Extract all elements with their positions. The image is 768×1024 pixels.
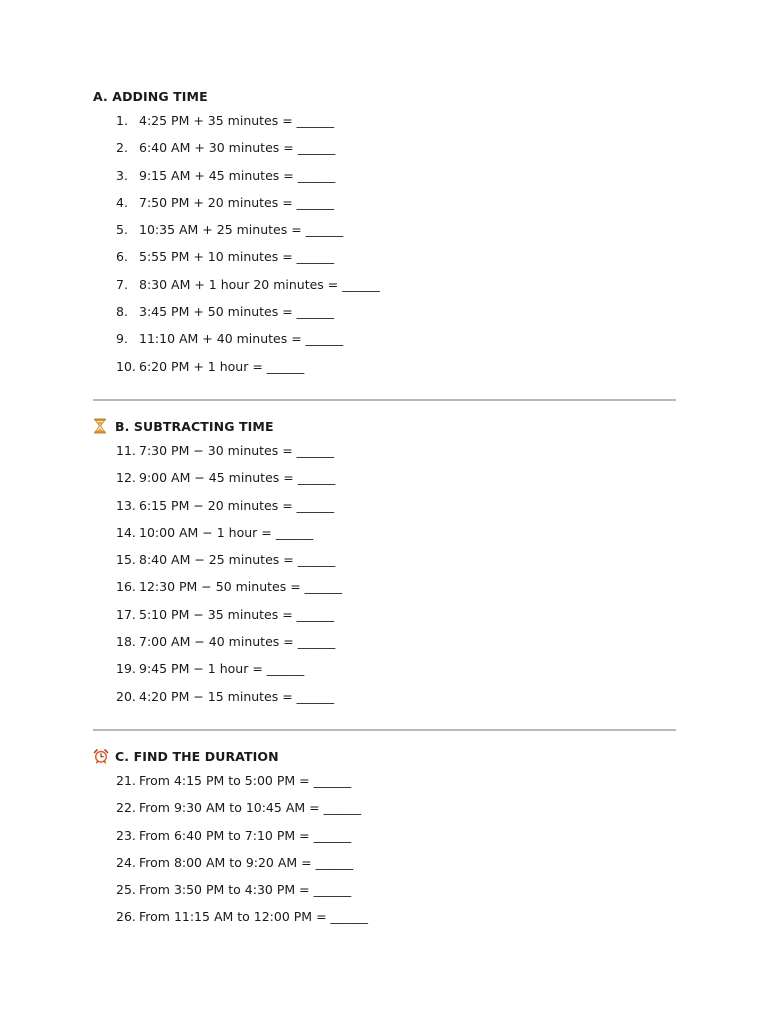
question-number: 1. — [116, 113, 128, 128]
question-list — [93, 443, 676, 716]
question-number: 9. — [116, 331, 128, 347]
question-text: 8:40 AM − 25 minutes = ______ — [139, 552, 336, 568]
question-text: 6:40 AM + 30 minutes = ______ — [139, 140, 336, 156]
question-number: 16. — [116, 579, 136, 595]
question-number: 15. — [116, 552, 136, 568]
question-text: 5:55 PM + 10 minutes = ______ — [139, 249, 335, 265]
question-item — [93, 525, 676, 552]
question-item — [93, 661, 676, 688]
question-text: 11:10 AM + 40 minutes = ______ — [139, 331, 344, 347]
question-number: 24. — [116, 854, 136, 870]
question-item — [93, 909, 676, 936]
question-number: 25. — [116, 882, 136, 898]
question-number: 5. — [116, 222, 128, 238]
section-title — [93, 746, 676, 766]
question-item — [93, 882, 676, 909]
question-number: 14. — [116, 524, 136, 540]
question-text: From 8:00 AM to 9:20 AM = ______ — [139, 854, 354, 870]
question-text: 12:30 PM − 50 minutes = ______ — [139, 579, 343, 595]
question-item — [93, 828, 676, 855]
question-text: From 9:30 AM to 10:45 AM = ______ — [139, 800, 362, 816]
question-item — [93, 607, 676, 634]
question-list — [93, 773, 676, 937]
question-text: 7:50 PM + 20 minutes = ______ — [139, 194, 335, 210]
question-number: 10. — [116, 358, 136, 374]
question-text: From 3:50 PM to 4:30 PM = ______ — [139, 882, 352, 898]
question-item — [93, 498, 676, 525]
question-text: 9:45 PM − 1 hour = ______ — [139, 661, 305, 677]
question-text: From 6:40 PM to 7:10 PM = ______ — [139, 827, 352, 843]
question-item — [93, 113, 676, 140]
question-text: 6:20 PM + 1 hour = ______ — [139, 358, 305, 374]
question-item — [93, 470, 676, 497]
question-text: 10:35 AM + 25 minutes = ______ — [139, 222, 344, 238]
question-item — [93, 249, 676, 276]
question-item — [93, 773, 676, 800]
question-number: 8. — [116, 304, 128, 320]
question-number: 18. — [116, 634, 136, 650]
section-title-text: C. FIND THE DURATION — [115, 748, 279, 764]
question-number: 22. — [116, 800, 136, 816]
question-number: 26. — [116, 909, 136, 925]
question-item — [93, 222, 676, 249]
question-item — [93, 552, 676, 579]
question-text: 3:45 PM + 50 minutes = ______ — [139, 304, 335, 320]
question-item — [93, 634, 676, 661]
question-text: 10:00 AM − 1 hour = ______ — [139, 524, 314, 540]
section-title-text: B. SUBTRACTING TIME — [115, 418, 274, 434]
section-title-text: A. ADDING TIME — [93, 88, 208, 104]
section-title — [93, 86, 676, 106]
question-number: 6. — [116, 249, 128, 265]
section-find-duration — [93, 746, 676, 937]
question-number: 4. — [116, 194, 128, 210]
question-number: 19. — [116, 661, 136, 677]
question-text: 8:30 AM + 1 hour 20 minutes = ______ — [139, 276, 380, 292]
section-divider — [93, 399, 676, 401]
question-item — [93, 195, 676, 222]
question-text: 4:20 PM − 15 minutes = ______ — [139, 688, 335, 704]
question-item — [93, 140, 676, 167]
question-text: 7:30 PM − 30 minutes = ______ — [139, 443, 335, 458]
question-number: 21. — [116, 773, 136, 788]
question-text: From 11:15 AM to 12:00 PM = ______ — [139, 909, 369, 925]
hourglass-icon — [93, 418, 107, 434]
question-item — [93, 304, 676, 331]
question-list — [93, 113, 676, 386]
section-divider — [93, 729, 676, 731]
question-text: 4:25 PM + 35 minutes = ______ — [139, 113, 335, 128]
question-number: 12. — [116, 470, 136, 486]
question-text: 5:10 PM − 35 minutes = ______ — [139, 606, 335, 622]
question-item — [93, 277, 676, 304]
question-item — [93, 689, 676, 716]
question-item — [93, 579, 676, 606]
question-text: 6:15 PM − 20 minutes = ______ — [139, 497, 335, 513]
section-subtracting-time — [93, 416, 676, 716]
question-text: 9:00 AM − 45 minutes = ______ — [139, 470, 336, 486]
question-number: 2. — [116, 140, 128, 156]
question-text: 7:00 AM − 40 minutes = ______ — [139, 634, 336, 650]
question-item — [93, 855, 676, 882]
question-number: 20. — [116, 688, 136, 704]
question-text: 9:15 AM + 45 minutes = ______ — [139, 167, 336, 183]
question-item — [93, 168, 676, 195]
question-item — [93, 331, 676, 358]
question-number: 11. — [116, 443, 136, 458]
alarm-clock-icon — [93, 748, 107, 764]
question-number: 3. — [116, 167, 128, 183]
question-item — [93, 800, 676, 827]
question-item — [93, 359, 676, 386]
question-number: 17. — [116, 606, 136, 622]
section-adding-time — [93, 86, 676, 386]
question-number: 23. — [116, 827, 136, 843]
question-number: 7. — [116, 276, 128, 292]
section-title — [93, 416, 676, 436]
question-number: 13. — [116, 497, 136, 513]
question-text: From 4:15 PM to 5:00 PM = ______ — [139, 773, 352, 788]
question-item — [93, 443, 676, 470]
